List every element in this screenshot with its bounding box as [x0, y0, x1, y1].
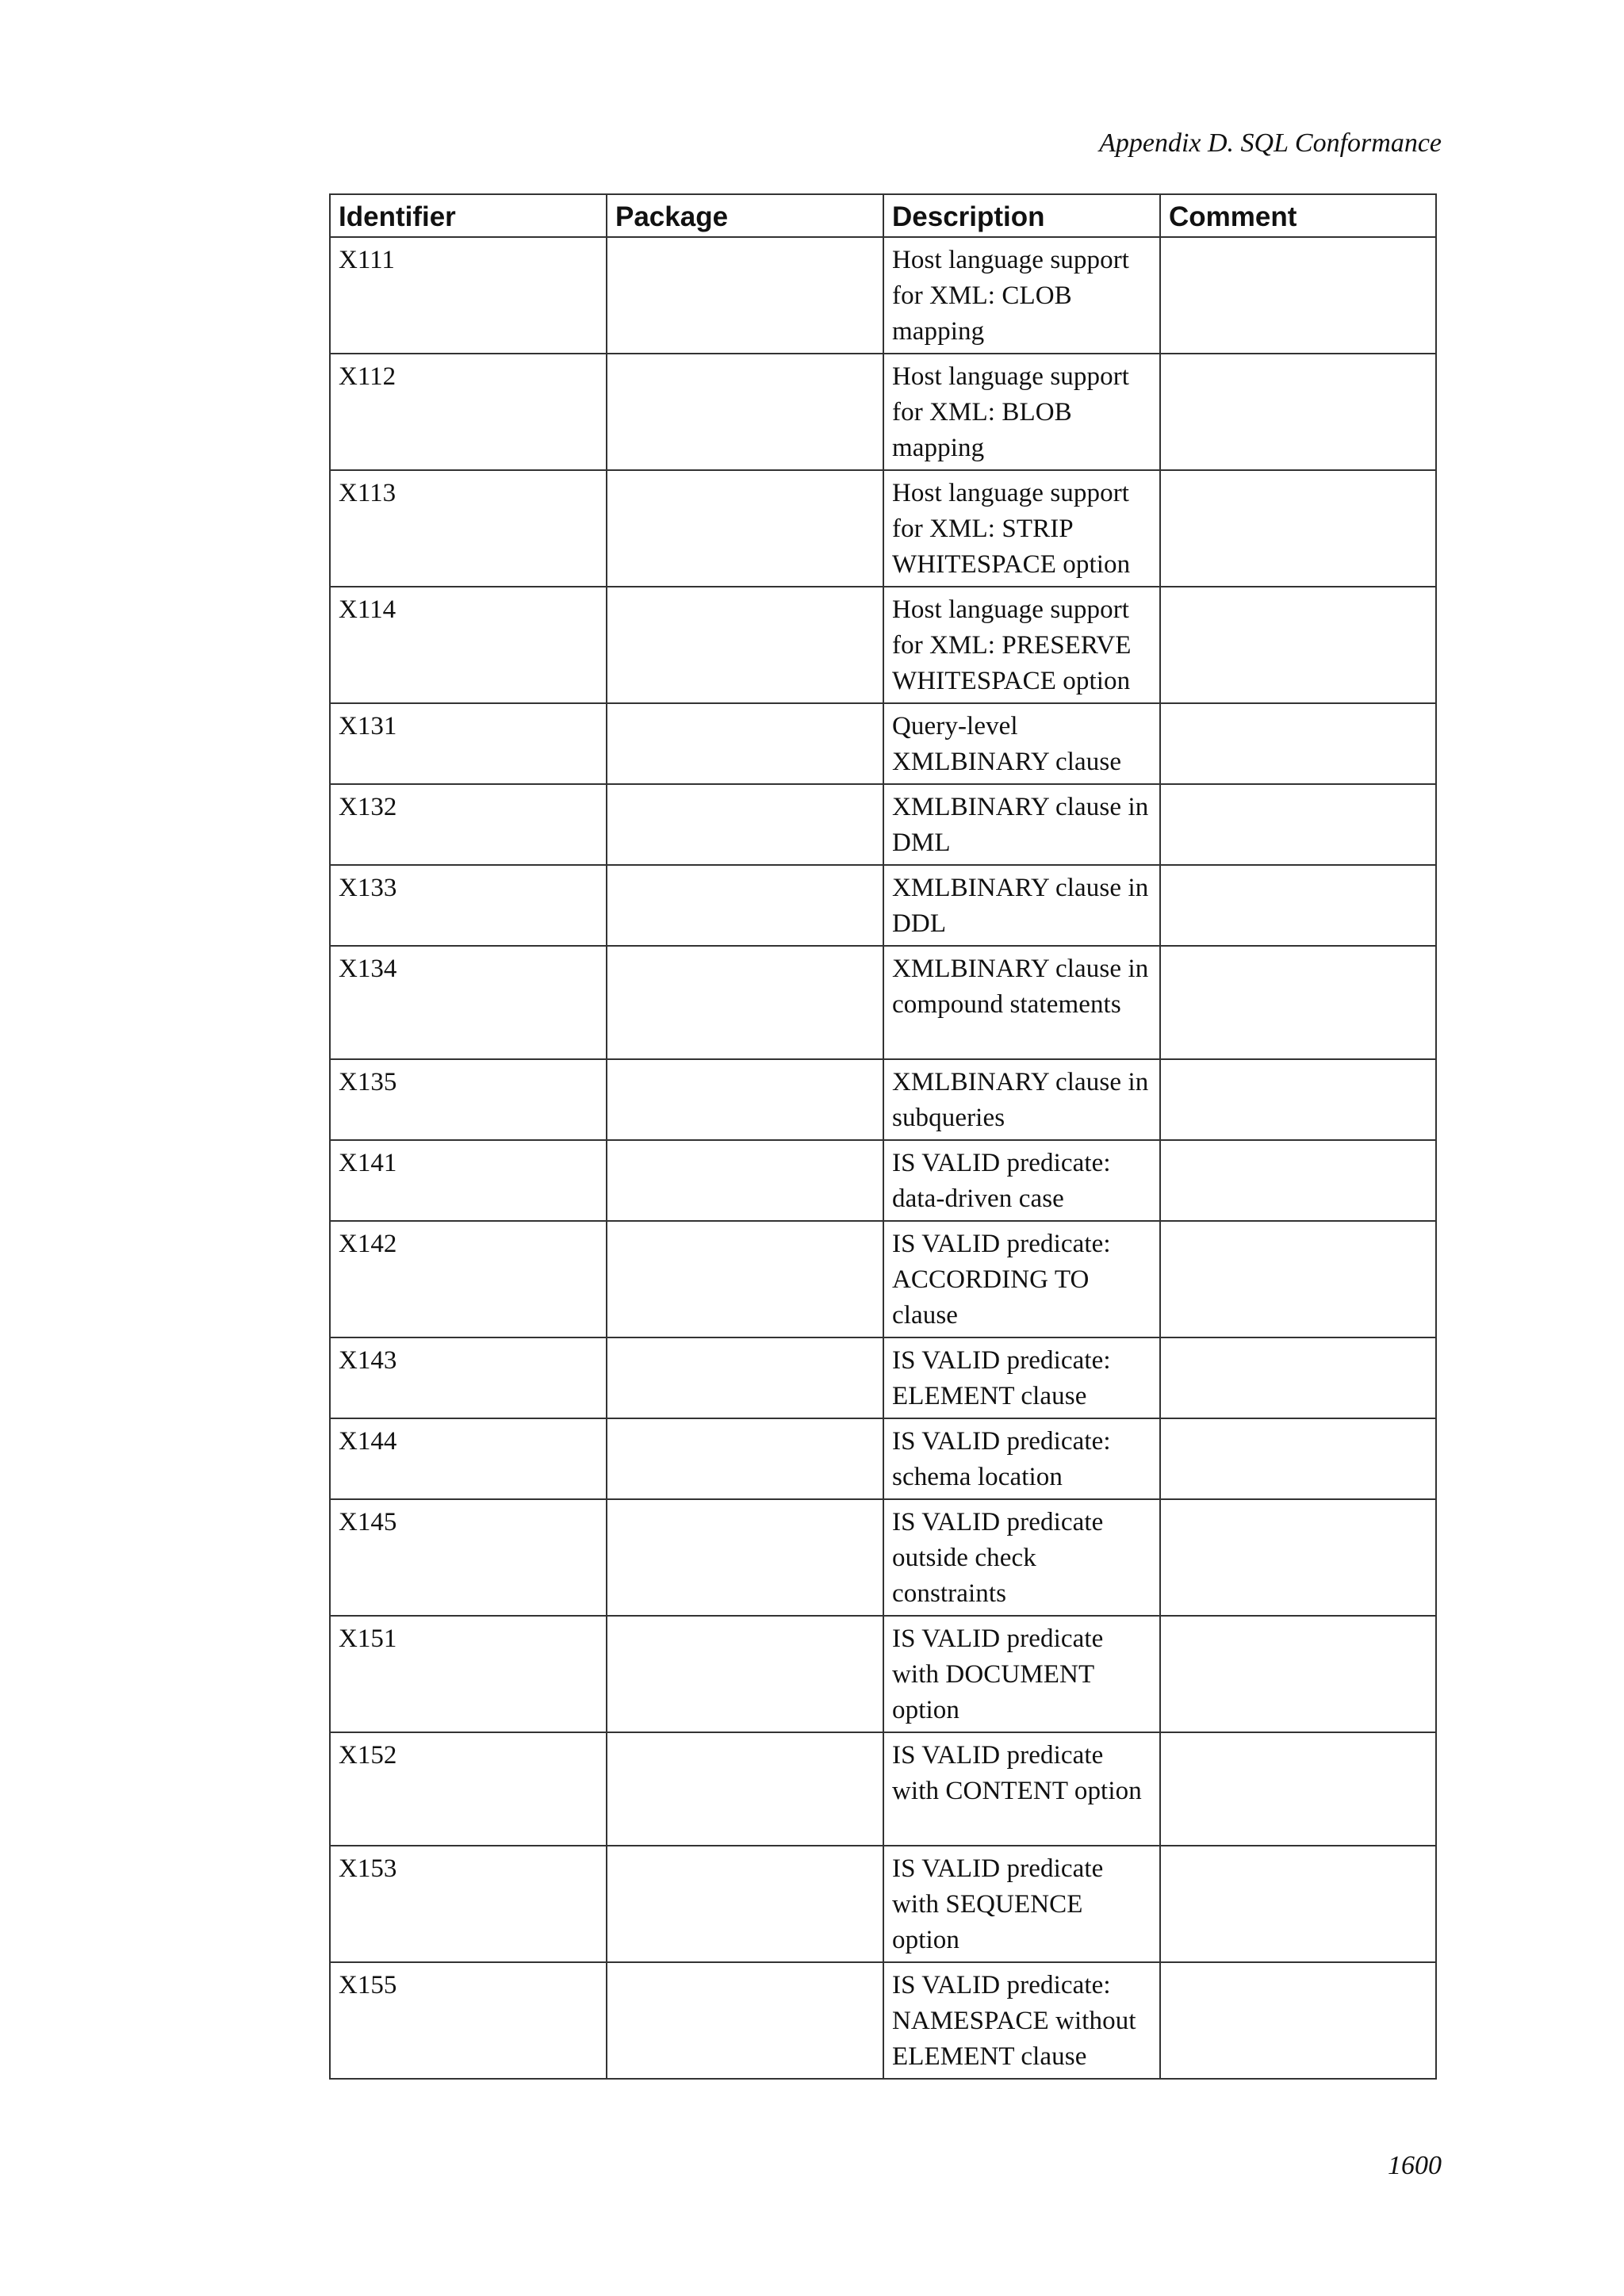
cell-comment	[1160, 237, 1436, 354]
table-row	[330, 354, 1436, 470]
cell-comment	[1160, 784, 1436, 865]
description-text: XMLBINARY clause in subqueries	[892, 1068, 1149, 1132]
cell-description	[883, 1059, 1160, 1140]
description-text: IS VALID predicate: NAMESPACE without ELEMENT clause	[892, 1971, 1136, 2071]
description-text: IS VALID predicate: ELEMENT clause	[892, 1346, 1111, 1410]
cell-identifier: X131	[330, 703, 607, 784]
table-row	[330, 784, 1436, 865]
cell-description	[883, 587, 1160, 703]
description-text: IS VALID predicate: schema location	[892, 1427, 1111, 1491]
cell-package	[607, 703, 883, 784]
cell-package	[607, 1337, 883, 1418]
table-row	[330, 1499, 1436, 1616]
table-row	[330, 587, 1436, 703]
header-description: Description	[883, 194, 1160, 237]
cell-package	[607, 1732, 883, 1846]
cell-comment	[1160, 1732, 1436, 1846]
cell-description	[883, 1616, 1160, 1732]
cell-comment	[1160, 1221, 1436, 1337]
cell-identifier: X114	[330, 587, 607, 703]
cell-description	[883, 865, 1160, 946]
cell-description	[883, 1221, 1160, 1337]
cell-identifier: X155	[330, 1962, 607, 2079]
cell-comment	[1160, 1418, 1436, 1499]
description-text: Query-level XMLBINARY clause	[892, 712, 1122, 776]
sql-conformance-table	[329, 193, 1437, 2080]
cell-description	[883, 1140, 1160, 1221]
cell-package	[607, 237, 883, 354]
table-row	[330, 1616, 1436, 1732]
cell-description	[883, 1846, 1160, 1962]
cell-description	[883, 1962, 1160, 2079]
cell-description	[883, 237, 1160, 354]
description-text: IS VALID predicate with SEQUENCE option	[892, 1854, 1104, 1954]
cell-comment	[1160, 587, 1436, 703]
header-identifier: Identifier	[330, 194, 607, 237]
table-row	[330, 946, 1436, 1059]
table-row	[330, 237, 1436, 354]
cell-identifier: X151	[330, 1616, 607, 1732]
header-package: Package	[607, 194, 883, 237]
cell-comment	[1160, 703, 1436, 784]
cell-description	[883, 946, 1160, 1059]
cell-description	[883, 1337, 1160, 1418]
cell-description	[883, 470, 1160, 587]
description-text: Host language support for XML: STRIP WHITESPACE option	[892, 479, 1131, 579]
cell-identifier: X132	[330, 784, 607, 865]
cell-comment	[1160, 1140, 1436, 1221]
cell-identifier: X134	[330, 946, 607, 1059]
description-text: IS VALID predicate outside check constraints	[892, 1508, 1104, 1608]
cell-description	[883, 1418, 1160, 1499]
cell-package	[607, 946, 883, 1059]
cell-comment	[1160, 1846, 1436, 1962]
cell-identifier: X153	[330, 1846, 607, 1962]
cell-identifier: X142	[330, 1221, 607, 1337]
description-text: Host language support for XML: BLOB mapping	[892, 362, 1130, 462]
cell-package	[607, 587, 883, 703]
table-row	[330, 470, 1436, 587]
cell-package	[607, 1962, 883, 2079]
cell-identifier: X152	[330, 1732, 607, 1846]
cell-package	[607, 470, 883, 587]
cell-comment	[1160, 1616, 1436, 1732]
cell-identifier: X144	[330, 1418, 607, 1499]
cell-package	[607, 1616, 883, 1732]
cell-description	[883, 354, 1160, 470]
cell-identifier: X135	[330, 1059, 607, 1140]
cell-comment	[1160, 1962, 1436, 2079]
cell-package	[607, 1418, 883, 1499]
description-text: IS VALID predicate with DOCUMENT option	[892, 1624, 1104, 1724]
table-row	[330, 1337, 1436, 1418]
cell-identifier: X112	[330, 354, 607, 470]
table-row	[330, 1140, 1436, 1221]
table-row	[330, 1846, 1436, 1962]
cell-identifier: X111	[330, 237, 607, 354]
cell-package	[607, 784, 883, 865]
cell-identifier: X141	[330, 1140, 607, 1221]
page-number: 1600	[1388, 2151, 1442, 2180]
table-row	[330, 1732, 1436, 1846]
table-row	[330, 865, 1436, 946]
description-text: IS VALID predicate with CONTENT option	[892, 1741, 1142, 1805]
cell-package	[607, 1846, 883, 1962]
cell-identifier: X113	[330, 470, 607, 587]
table-row	[330, 1059, 1436, 1140]
cell-description	[883, 1499, 1160, 1616]
description-text: Host language support for XML: CLOB mapping	[892, 246, 1130, 346]
table-row	[330, 703, 1436, 784]
cell-package	[607, 354, 883, 470]
cell-comment	[1160, 1337, 1436, 1418]
cell-package	[607, 1221, 883, 1337]
table-row	[330, 1418, 1436, 1499]
cell-comment	[1160, 1499, 1436, 1616]
cell-identifier: X133	[330, 865, 607, 946]
header-comment: Comment	[1160, 194, 1436, 237]
cell-identifier: X143	[330, 1337, 607, 1418]
cell-comment	[1160, 865, 1436, 946]
cell-comment	[1160, 470, 1436, 587]
table-row	[330, 1962, 1436, 2079]
description-text: Host language support for XML: PRESERVE WHITESPACE option	[892, 595, 1132, 695]
cell-comment	[1160, 946, 1436, 1059]
description-text: XMLBINARY clause in compound statements	[892, 955, 1149, 1019]
cell-package	[607, 1140, 883, 1221]
cell-identifier: X145	[330, 1499, 607, 1616]
running-header: Appendix D. SQL Conformance	[1099, 128, 1442, 158]
cell-comment	[1160, 1059, 1436, 1140]
table-header-row	[330, 194, 1436, 237]
description-text: XMLBINARY clause in DDL	[892, 874, 1149, 938]
table-row	[330, 1221, 1436, 1337]
cell-package	[607, 1499, 883, 1616]
description-text: IS VALID predicate: ACCORDING TO clause	[892, 1230, 1111, 1330]
description-text: XMLBINARY clause in DML	[892, 793, 1149, 857]
description-text: IS VALID predicate: data-driven case	[892, 1149, 1111, 1213]
cell-description	[883, 703, 1160, 784]
cell-description	[883, 784, 1160, 865]
cell-comment	[1160, 354, 1436, 470]
cell-description	[883, 1732, 1160, 1846]
cell-package	[607, 865, 883, 946]
cell-package	[607, 1059, 883, 1140]
